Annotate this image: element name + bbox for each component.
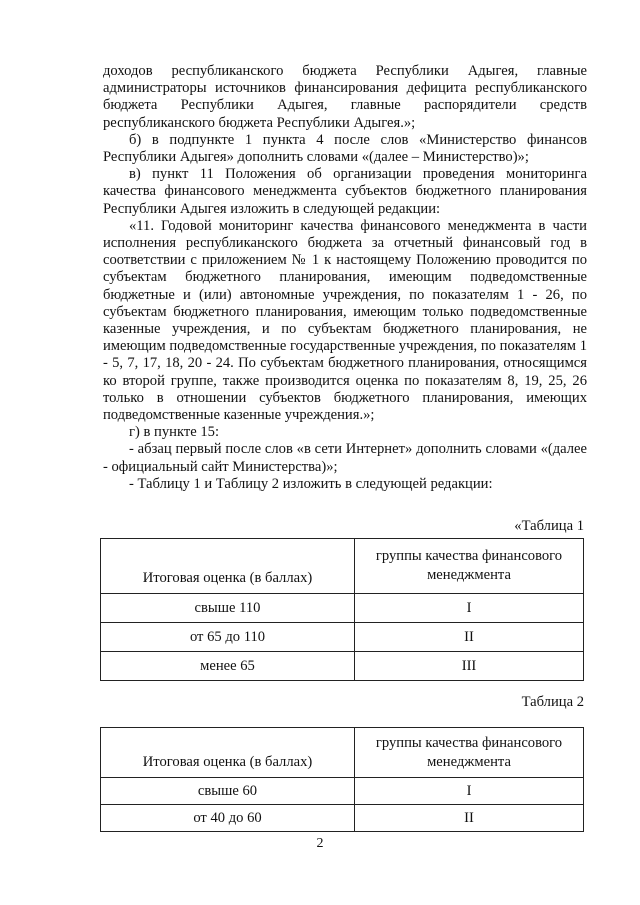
paragraph-v: в) пункт 11 Положения об организации проведения мониторинга качества финансового менеджмента субъектов бюджетного планирования Республики Адыгея изложить в следующей редакции: — [103, 166, 587, 217]
header-score: Итоговая оценка (в баллах) — [101, 539, 355, 594]
table-1-caption: «Таблица 1 — [514, 518, 584, 534]
table-header-row — [101, 728, 584, 778]
table-row — [101, 594, 584, 623]
cell-group: II — [355, 805, 584, 832]
page-number: 2 — [316, 836, 324, 851]
cell-score: менее 65 — [101, 652, 355, 681]
header-group: группы качества финансового менеджмента — [355, 728, 584, 778]
header-group: группы качества финансового менеджмента — [355, 539, 584, 594]
paragraph-g: г) в пункте 15: — [129, 424, 219, 441]
table-row — [101, 623, 584, 652]
paragraph-b: б) в подпункте 1 пункта 4 после слов «Министерство финансов Республики Адыгея» дополнить словами «(далее – Министерство)»; — [103, 131, 587, 166]
cell-group: III — [355, 652, 584, 681]
body-text — [103, 63, 587, 493]
table-row — [101, 778, 584, 805]
cell-group: I — [355, 778, 584, 805]
table-1 — [100, 538, 584, 681]
table-2 — [100, 727, 584, 832]
table-header-row — [101, 539, 584, 594]
cell-score: свыше 110 — [101, 594, 355, 623]
table-2-caption: Таблица 2 — [521, 694, 584, 710]
cell-score: свыше 60 — [101, 778, 355, 805]
cell-group: II — [355, 623, 584, 652]
paragraph-continuation: доходов республиканского бюджета Республики Адыгея, главные администраторы источников финансирования дефицита республиканского бюджета Республики Адыгея, главные распорядители средств республиканского бюджета Республики Адыгея.»; — [103, 63, 587, 131]
header-score: Итоговая оценка (в баллах) — [101, 728, 355, 778]
table-row — [101, 652, 584, 681]
cell-group: I — [355, 594, 584, 623]
paragraph-dash-1: - абзац первый после слов «в сети Интернет» дополнить словами «(далее - официальный сайт Министерства)»; — [103, 441, 587, 475]
paragraph-point-11: «11. Годовой мониторинг качества финансового менеджмента в части исполнения республиканского бюджета за отчетный финансовый год в соответствии с приложением № 1 к настоящему Положению проводится по субъектам бюджетного планирования, имеющим подведомственные бюджетные и (или) автономные учреждения, по показателям 1 - 26, по субъектам бюджетного планирования, имеющим только подведомственные казенные учреждения, и по субъектам бюджетного планирования, не имеющим подведомственные государственные учреждения, по показателям 1 - 5, 7, 17, 18, 20 - 24. По субъектам бюджетного планирования, относящимся ко второй группе, также производится оценка по показателям 8, 19, 25, 26 только в отношении субъектов бюджетного планирования, имеющих подведомственные казенные учреждения.»; — [103, 217, 587, 424]
paragraph-dash-2: - Таблицу 1 и Таблицу 2 изложить в следующей редакции: — [129, 475, 493, 492]
cell-score: от 40 до 60 — [101, 805, 355, 832]
table-row — [101, 805, 584, 832]
cell-score: от 65 до 110 — [101, 623, 355, 652]
